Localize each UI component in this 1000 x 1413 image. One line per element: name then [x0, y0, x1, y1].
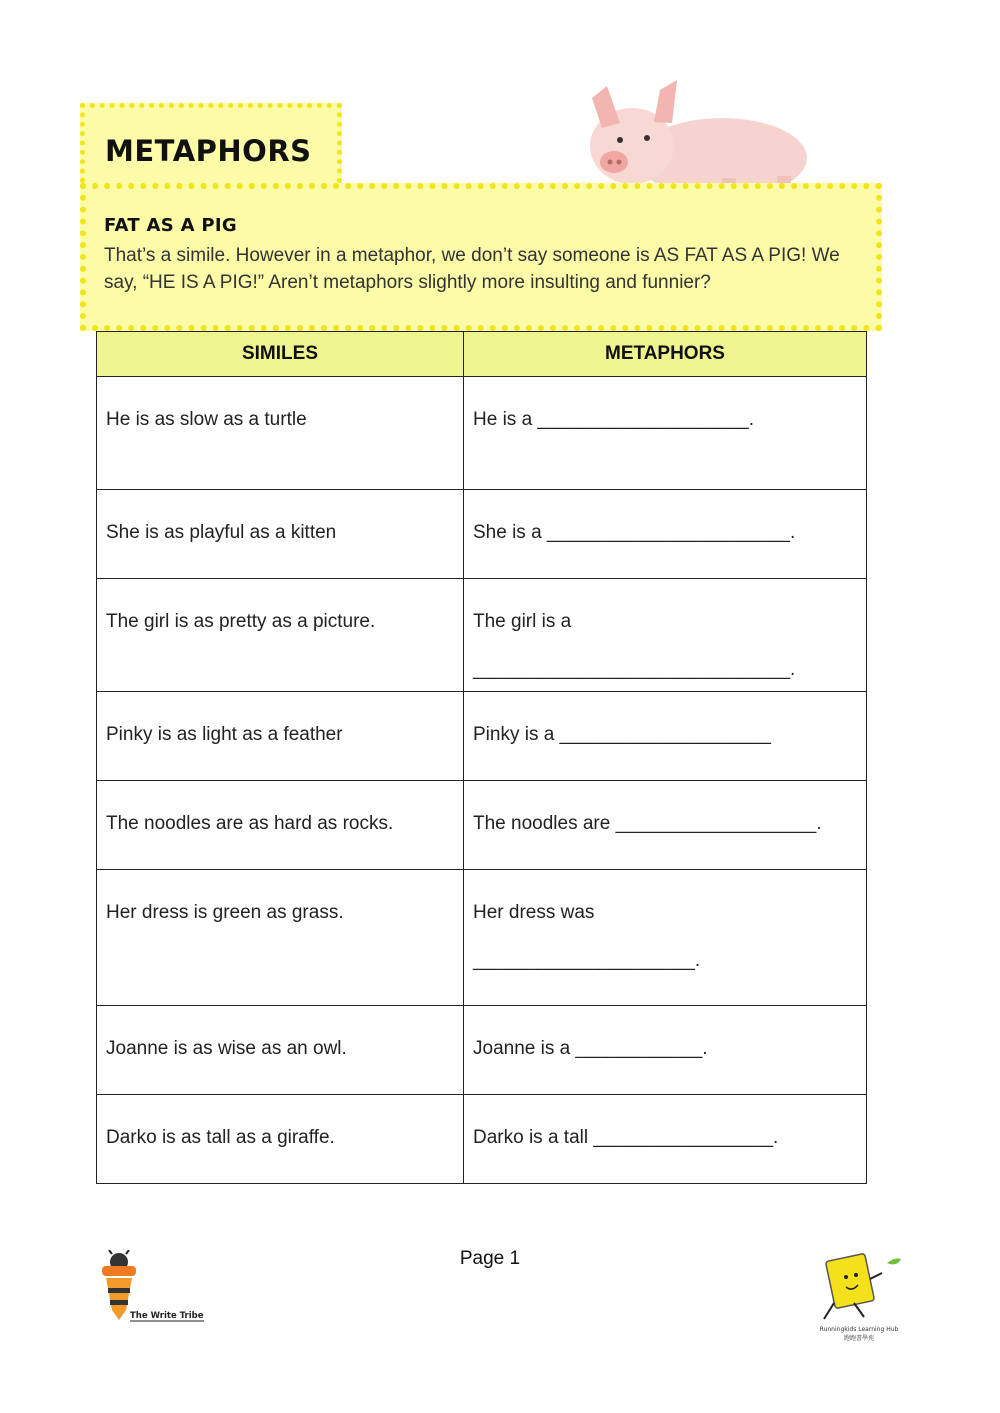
metaphor-text: Pinky is a ____________________: [473, 724, 771, 745]
metaphor-cell[interactable]: [464, 490, 867, 579]
metaphor-text: Her dress was: [473, 902, 595, 923]
table-row: [97, 692, 867, 781]
metaphor-blank-line: _____________________.: [473, 950, 701, 971]
write-tribe-logo: [100, 1250, 210, 1325]
metaphor-cell[interactable]: [464, 1006, 867, 1095]
table-row: [97, 870, 867, 1006]
metaphor-cell[interactable]: [464, 377, 867, 490]
runningkids-logo-text: Runningkids Learning Hub: [819, 1326, 899, 1333]
simile-text: Darko is as tall as a giraffe.: [106, 1127, 335, 1148]
metaphor-text: Joanne is a ____________.: [473, 1038, 708, 1059]
title-box: [80, 103, 342, 183]
intro-heading: FAT AS A PIG: [104, 215, 237, 236]
column-header-similes: SIMILES: [97, 332, 464, 377]
metaphor-text: Darko is a tall _________________.: [473, 1127, 779, 1148]
metaphor-blank-line: ______________________________.: [473, 659, 796, 680]
metaphor-cell[interactable]: [464, 781, 867, 870]
metaphor-text: She is a _______________________.: [473, 522, 796, 543]
page-title: METAPHORS: [105, 134, 312, 168]
metaphor-text: The noodles are ___________________.: [473, 813, 822, 834]
metaphor-text: The girl is a: [473, 611, 572, 632]
metaphor-cell[interactable]: [464, 579, 867, 692]
pig-image: [572, 78, 812, 188]
simile-cell: [97, 870, 464, 1006]
table-row: [97, 1095, 867, 1184]
runningkids-logo-subtext: 跑跑書學苑: [843, 1335, 875, 1342]
simile-cell: [97, 1006, 464, 1095]
simile-text: The girl is as pretty as a picture.: [106, 611, 376, 632]
simile-cell: [97, 377, 464, 490]
simile-text: The noodles are as hard as rocks.: [106, 813, 394, 834]
simile-cell: [97, 1095, 464, 1184]
similes-metaphors-table: [96, 331, 867, 1184]
metaphor-cell[interactable]: [464, 692, 867, 781]
metaphor-text: He is a ____________________.: [473, 409, 755, 430]
simile-cell: [97, 490, 464, 579]
runningkids-logo: [812, 1245, 907, 1345]
metaphor-cell[interactable]: [464, 870, 867, 1006]
table-row: [97, 1006, 867, 1095]
simile-cell: [97, 781, 464, 870]
write-tribe-logo-text: The Write Tribe: [130, 1311, 204, 1321]
simile-cell: [97, 692, 464, 781]
metaphor-cell[interactable]: [464, 1095, 867, 1184]
table-row: [97, 377, 867, 490]
simile-text: He is as slow as a turtle: [106, 409, 307, 430]
simile-text: Her dress is green as grass.: [106, 902, 344, 923]
column-header-metaphors: METAPHORS: [464, 332, 867, 377]
intro-box: [80, 183, 882, 331]
table-row: [97, 579, 867, 692]
simile-cell: [97, 579, 464, 692]
table-header-row: [97, 332, 867, 377]
page-number: Page 1: [459, 1248, 521, 1269]
simile-text: She is as playful as a kitten: [106, 522, 337, 543]
intro-text: That’s a simile. However in a metaphor, we don’t say someone is AS FAT AS A PIG! We say, “HE IS A PIG!” Aren’t metaphors slightly more insulting and funnier?: [104, 245, 840, 293]
simile-text: Pinky is as light as a feather: [106, 724, 343, 745]
simile-text: Joanne is as wise as an owl.: [106, 1038, 347, 1059]
table-row: [97, 781, 867, 870]
table-row: [97, 490, 867, 579]
